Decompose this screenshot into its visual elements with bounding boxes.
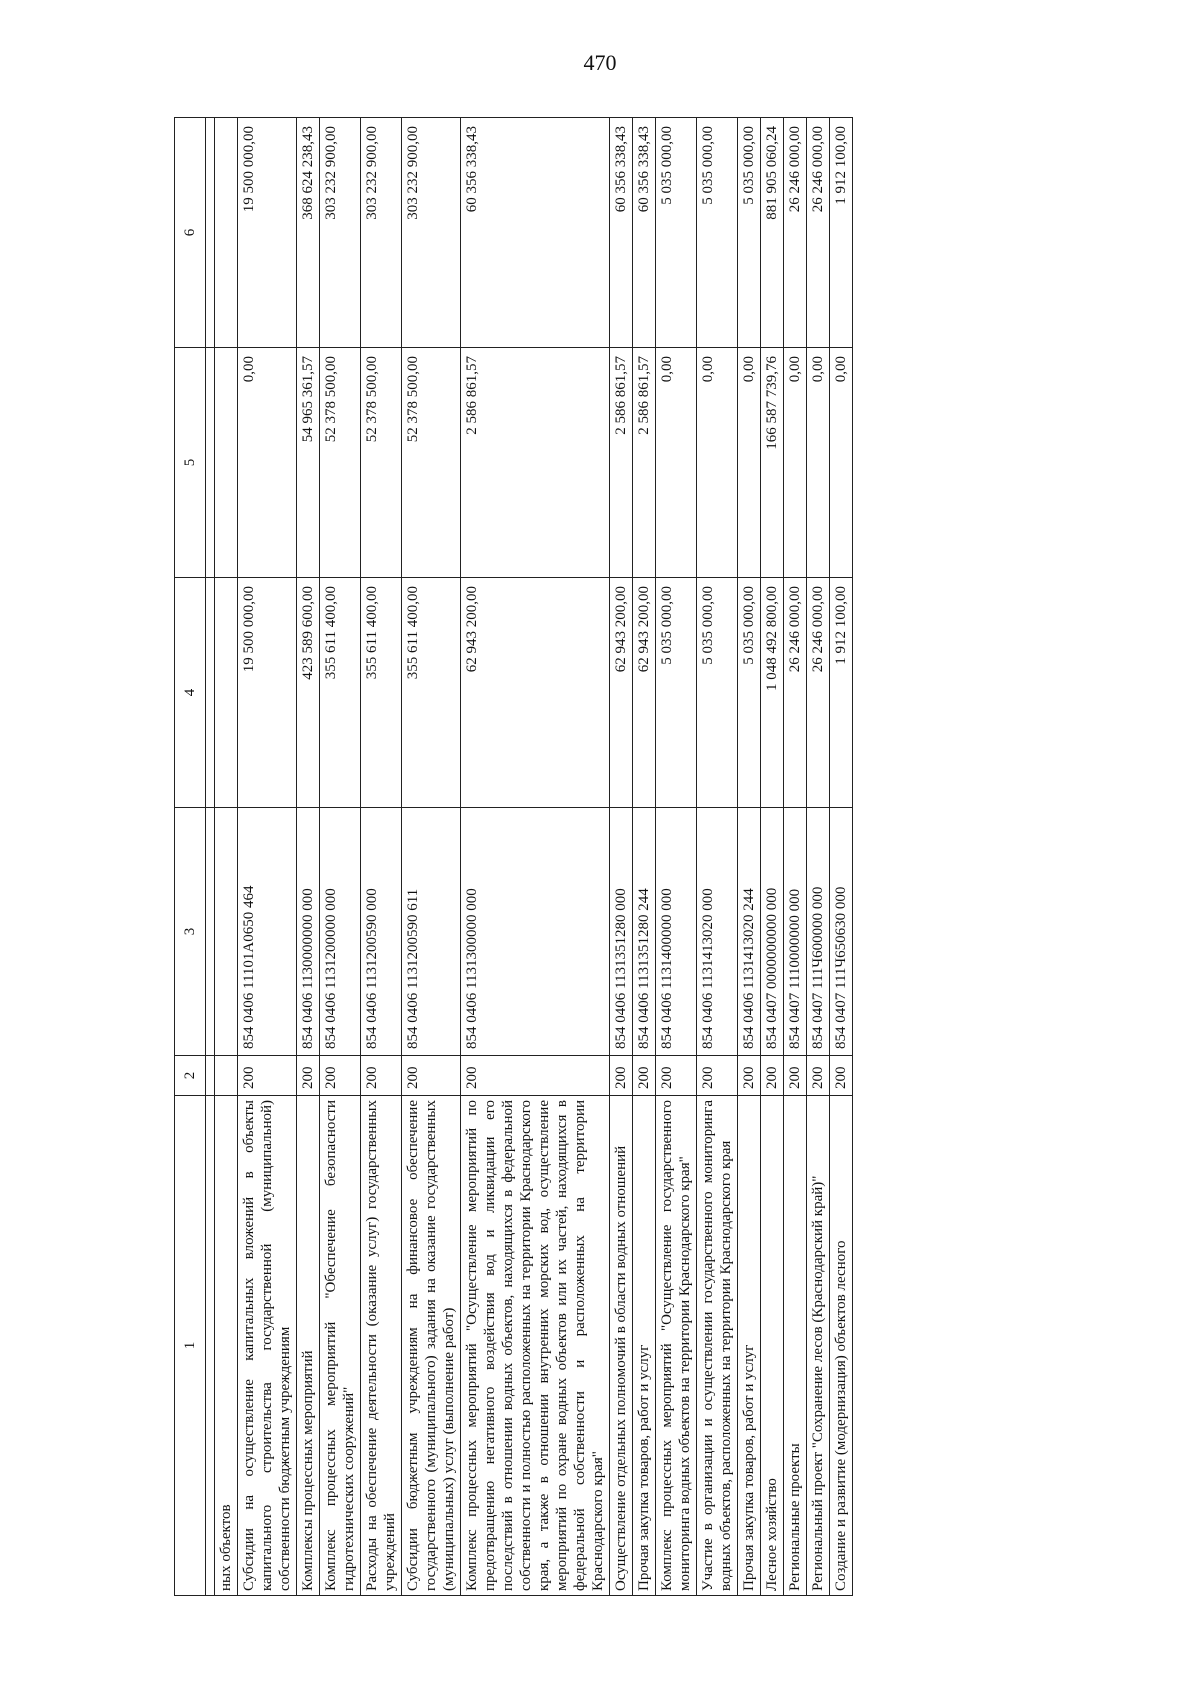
header-gap-row bbox=[206, 118, 215, 1596]
row-value6-cell: 303 232 900,00 bbox=[402, 118, 461, 348]
row-code-cell: 854 0406 1130000000 000 bbox=[297, 808, 320, 1056]
row-value4-cell: 355 611 400,00 bbox=[402, 578, 461, 808]
row-value4-cell: 1 912 100,00 bbox=[830, 578, 853, 808]
table-row bbox=[402, 118, 461, 1596]
row-code-cell: 854 0406 1131200590 000 bbox=[361, 808, 402, 1056]
row-code-cell: 854 0406 1131351280 000 bbox=[610, 808, 633, 1056]
header-col-4: 4 bbox=[175, 578, 206, 808]
row-value4-cell: 19 500 000,00 bbox=[238, 578, 297, 808]
row-code-cell: 854 0406 1131413020 244 bbox=[738, 808, 761, 1056]
header-col-2: 2 bbox=[175, 1056, 206, 1096]
row-value6-cell: 60 356 338,43 bbox=[461, 118, 610, 348]
row-value4-cell: 355 611 400,00 bbox=[361, 578, 402, 808]
row-code-cell: 854 0406 1131400000 000 bbox=[656, 808, 697, 1056]
row-code-cell: 854 0407 0000000000 000 bbox=[761, 808, 784, 1056]
row-col2-cell: 200 bbox=[784, 1056, 807, 1096]
table-row bbox=[610, 118, 633, 1596]
continuation-text: ных объектов bbox=[215, 1096, 238, 1596]
row-col2-cell: 200 bbox=[807, 1056, 830, 1096]
continuation-row bbox=[215, 118, 238, 1596]
row-name-cell: Расходы на обеспечение деятельности (оказание услуг) государственных учреждений bbox=[361, 1096, 402, 1596]
row-value6-cell: 303 232 900,00 bbox=[320, 118, 361, 348]
row-col2-cell: 200 bbox=[633, 1056, 656, 1096]
table-row bbox=[784, 118, 807, 1596]
row-value4-cell: 355 611 400,00 bbox=[320, 578, 361, 808]
row-col2-cell: 200 bbox=[361, 1056, 402, 1096]
table-row bbox=[297, 118, 320, 1596]
row-value4-cell: 62 943 200,00 bbox=[461, 578, 610, 808]
row-value4-cell: 423 589 600,00 bbox=[297, 578, 320, 808]
row-col2-cell: 200 bbox=[610, 1056, 633, 1096]
row-value4-cell: 5 035 000,00 bbox=[697, 578, 738, 808]
row-value6-cell: 368 624 238,43 bbox=[297, 118, 320, 348]
row-value6-cell: 19 500 000,00 bbox=[238, 118, 297, 348]
row-name-cell: Участие в организации и осуществлении государственного мониторинга водных объектов, расположенных на территории Краснодарского края bbox=[697, 1096, 738, 1596]
table-body bbox=[215, 118, 853, 1596]
row-value5-cell: 54 965 361,57 bbox=[297, 348, 320, 578]
row-value5-cell: 52 378 500,00 bbox=[361, 348, 402, 578]
row-value5-cell: 0,00 bbox=[238, 348, 297, 578]
row-name-cell: Осуществление отдельных полномочий в области водных отношений bbox=[610, 1096, 633, 1596]
row-value5-cell: 0,00 bbox=[697, 348, 738, 578]
row-value5-cell: 0,00 bbox=[830, 348, 853, 578]
row-col2-cell: 200 bbox=[761, 1056, 784, 1096]
row-value6-cell: 881 905 060,24 bbox=[761, 118, 784, 348]
table-row bbox=[697, 118, 738, 1596]
header-col-6: 6 bbox=[175, 118, 206, 348]
budget-table-rotated bbox=[174, 118, 1069, 1596]
row-name-cell: Комплекс процессных мероприятий "Осуществление мероприятий по предотвращению негативного воздействия вод и ликвидации его последствий в отношении водных объектов, находящихся в федеральной собственности и полностью расположенных на территории Краснодарского края, а также в отношении внутренних морских вод, осуществление мероприятий по охране водных объектов или их частей, находящихся в федеральной собственности и расположенных на территории Краснодарского края" bbox=[461, 1096, 610, 1596]
row-value6-cell: 60 356 338,43 bbox=[610, 118, 633, 348]
row-col2-cell: 200 bbox=[461, 1056, 610, 1096]
row-name-cell: Региональный проект "Сохранение лесов (Краснодарский край)" bbox=[807, 1096, 830, 1596]
row-value4-cell: 62 943 200,00 bbox=[633, 578, 656, 808]
row-code-cell: 854 0406 1131200590 611 bbox=[402, 808, 461, 1056]
row-value4-cell: 5 035 000,00 bbox=[738, 578, 761, 808]
row-code-cell: 854 0407 1110000000 000 bbox=[784, 808, 807, 1056]
row-value6-cell: 5 035 000,00 bbox=[697, 118, 738, 348]
row-name-cell: Комплексы процессных мероприятий bbox=[297, 1096, 320, 1596]
header-col-3: 3 bbox=[175, 808, 206, 1056]
row-col2-cell: 200 bbox=[320, 1056, 361, 1096]
row-value5-cell: 2 586 861,57 bbox=[461, 348, 610, 578]
row-col2-cell: 200 bbox=[238, 1056, 297, 1096]
row-value5-cell: 52 378 500,00 bbox=[320, 348, 361, 578]
row-col2-cell: 200 bbox=[697, 1056, 738, 1096]
row-value5-cell: 2 586 861,57 bbox=[633, 348, 656, 578]
row-value6-cell: 26 246 000,00 bbox=[784, 118, 807, 348]
row-col2-cell: 200 bbox=[830, 1056, 853, 1096]
row-name-cell: Прочая закупка товаров, работ и услуг bbox=[738, 1096, 761, 1596]
row-value5-cell: 2 586 861,57 bbox=[610, 348, 633, 578]
row-col2-cell: 200 bbox=[656, 1056, 697, 1096]
row-value6-cell: 1 912 100,00 bbox=[830, 118, 853, 348]
header-col-1: 1 bbox=[175, 1096, 206, 1596]
budget-table bbox=[174, 117, 853, 1596]
row-code-cell: 854 0406 11101А0650 464 bbox=[238, 808, 297, 1056]
row-code-cell: 854 0406 1131300000 000 bbox=[461, 808, 610, 1056]
header-row bbox=[175, 118, 206, 1596]
row-value6-cell: 5 035 000,00 bbox=[656, 118, 697, 348]
table-row bbox=[633, 118, 656, 1596]
row-name-cell: Субсидии на осуществление капитальных вложений в объекты капитального строительства государственной (муниципальной) собственности бюджетным учреждениям bbox=[238, 1096, 297, 1596]
row-value5-cell: 52 378 500,00 bbox=[402, 348, 461, 578]
row-name-cell: Субсидии бюджетным учреждениям на финансовое обеспечение государственного (муниципального) задания на оказание государственных (муниципальных) услуг (выполнение работ) bbox=[402, 1096, 461, 1596]
header-col-5: 5 bbox=[175, 348, 206, 578]
row-col2-cell: 200 bbox=[297, 1056, 320, 1096]
row-code-cell: 854 0407 111Ч650630 000 bbox=[830, 808, 853, 1056]
table-row bbox=[830, 118, 853, 1596]
row-name-cell: Лесное хозяйство bbox=[761, 1096, 784, 1596]
row-name-cell: Создание и развитие (модернизация) объектов лесного bbox=[830, 1096, 853, 1596]
row-code-cell: 854 0407 111Ч600000 000 bbox=[807, 808, 830, 1056]
page-number: 470 bbox=[583, 50, 617, 75]
row-code-cell: 854 0406 1131351280 244 bbox=[633, 808, 656, 1056]
row-name-cell: Комплекс процессных мероприятий "Осуществление государственного мониторинга водных объектов на территории Краснодарского края" bbox=[656, 1096, 697, 1596]
table-row bbox=[807, 118, 830, 1596]
row-value5-cell: 0,00 bbox=[784, 348, 807, 578]
row-value4-cell: 26 246 000,00 bbox=[807, 578, 830, 808]
row-value4-cell: 5 035 000,00 bbox=[656, 578, 697, 808]
row-name-cell: Региональные проекты bbox=[784, 1096, 807, 1596]
row-value5-cell: 0,00 bbox=[656, 348, 697, 578]
table-row bbox=[361, 118, 402, 1596]
table-row bbox=[461, 118, 610, 1596]
row-value6-cell: 26 246 000,00 bbox=[807, 118, 830, 348]
row-code-cell: 854 0406 1131200000 000 bbox=[320, 808, 361, 1056]
row-col2-cell: 200 bbox=[738, 1056, 761, 1096]
table-row bbox=[761, 118, 784, 1596]
row-col2-cell: 200 bbox=[402, 1056, 461, 1096]
row-name-cell: Прочая закупка товаров, работ и услуг bbox=[633, 1096, 656, 1596]
row-value6-cell: 303 232 900,00 bbox=[361, 118, 402, 348]
row-value4-cell: 26 246 000,00 bbox=[784, 578, 807, 808]
row-name-cell: Комплекс процессных мероприятий "Обеспечение безопасности гидротехнических сооружений" bbox=[320, 1096, 361, 1596]
row-value6-cell: 5 035 000,00 bbox=[738, 118, 761, 348]
row-value5-cell: 0,00 bbox=[807, 348, 830, 578]
row-value4-cell: 1 048 492 800,00 bbox=[761, 578, 784, 808]
row-value5-cell: 0,00 bbox=[738, 348, 761, 578]
row-value6-cell: 60 356 338,43 bbox=[633, 118, 656, 348]
row-code-cell: 854 0406 1131413020 000 bbox=[697, 808, 738, 1056]
row-value4-cell: 62 943 200,00 bbox=[610, 578, 633, 808]
table-row bbox=[320, 118, 361, 1596]
table-row bbox=[738, 118, 761, 1596]
row-value5-cell: 166 587 739,76 bbox=[761, 348, 784, 578]
table-row bbox=[656, 118, 697, 1596]
table-row bbox=[238, 118, 297, 1596]
